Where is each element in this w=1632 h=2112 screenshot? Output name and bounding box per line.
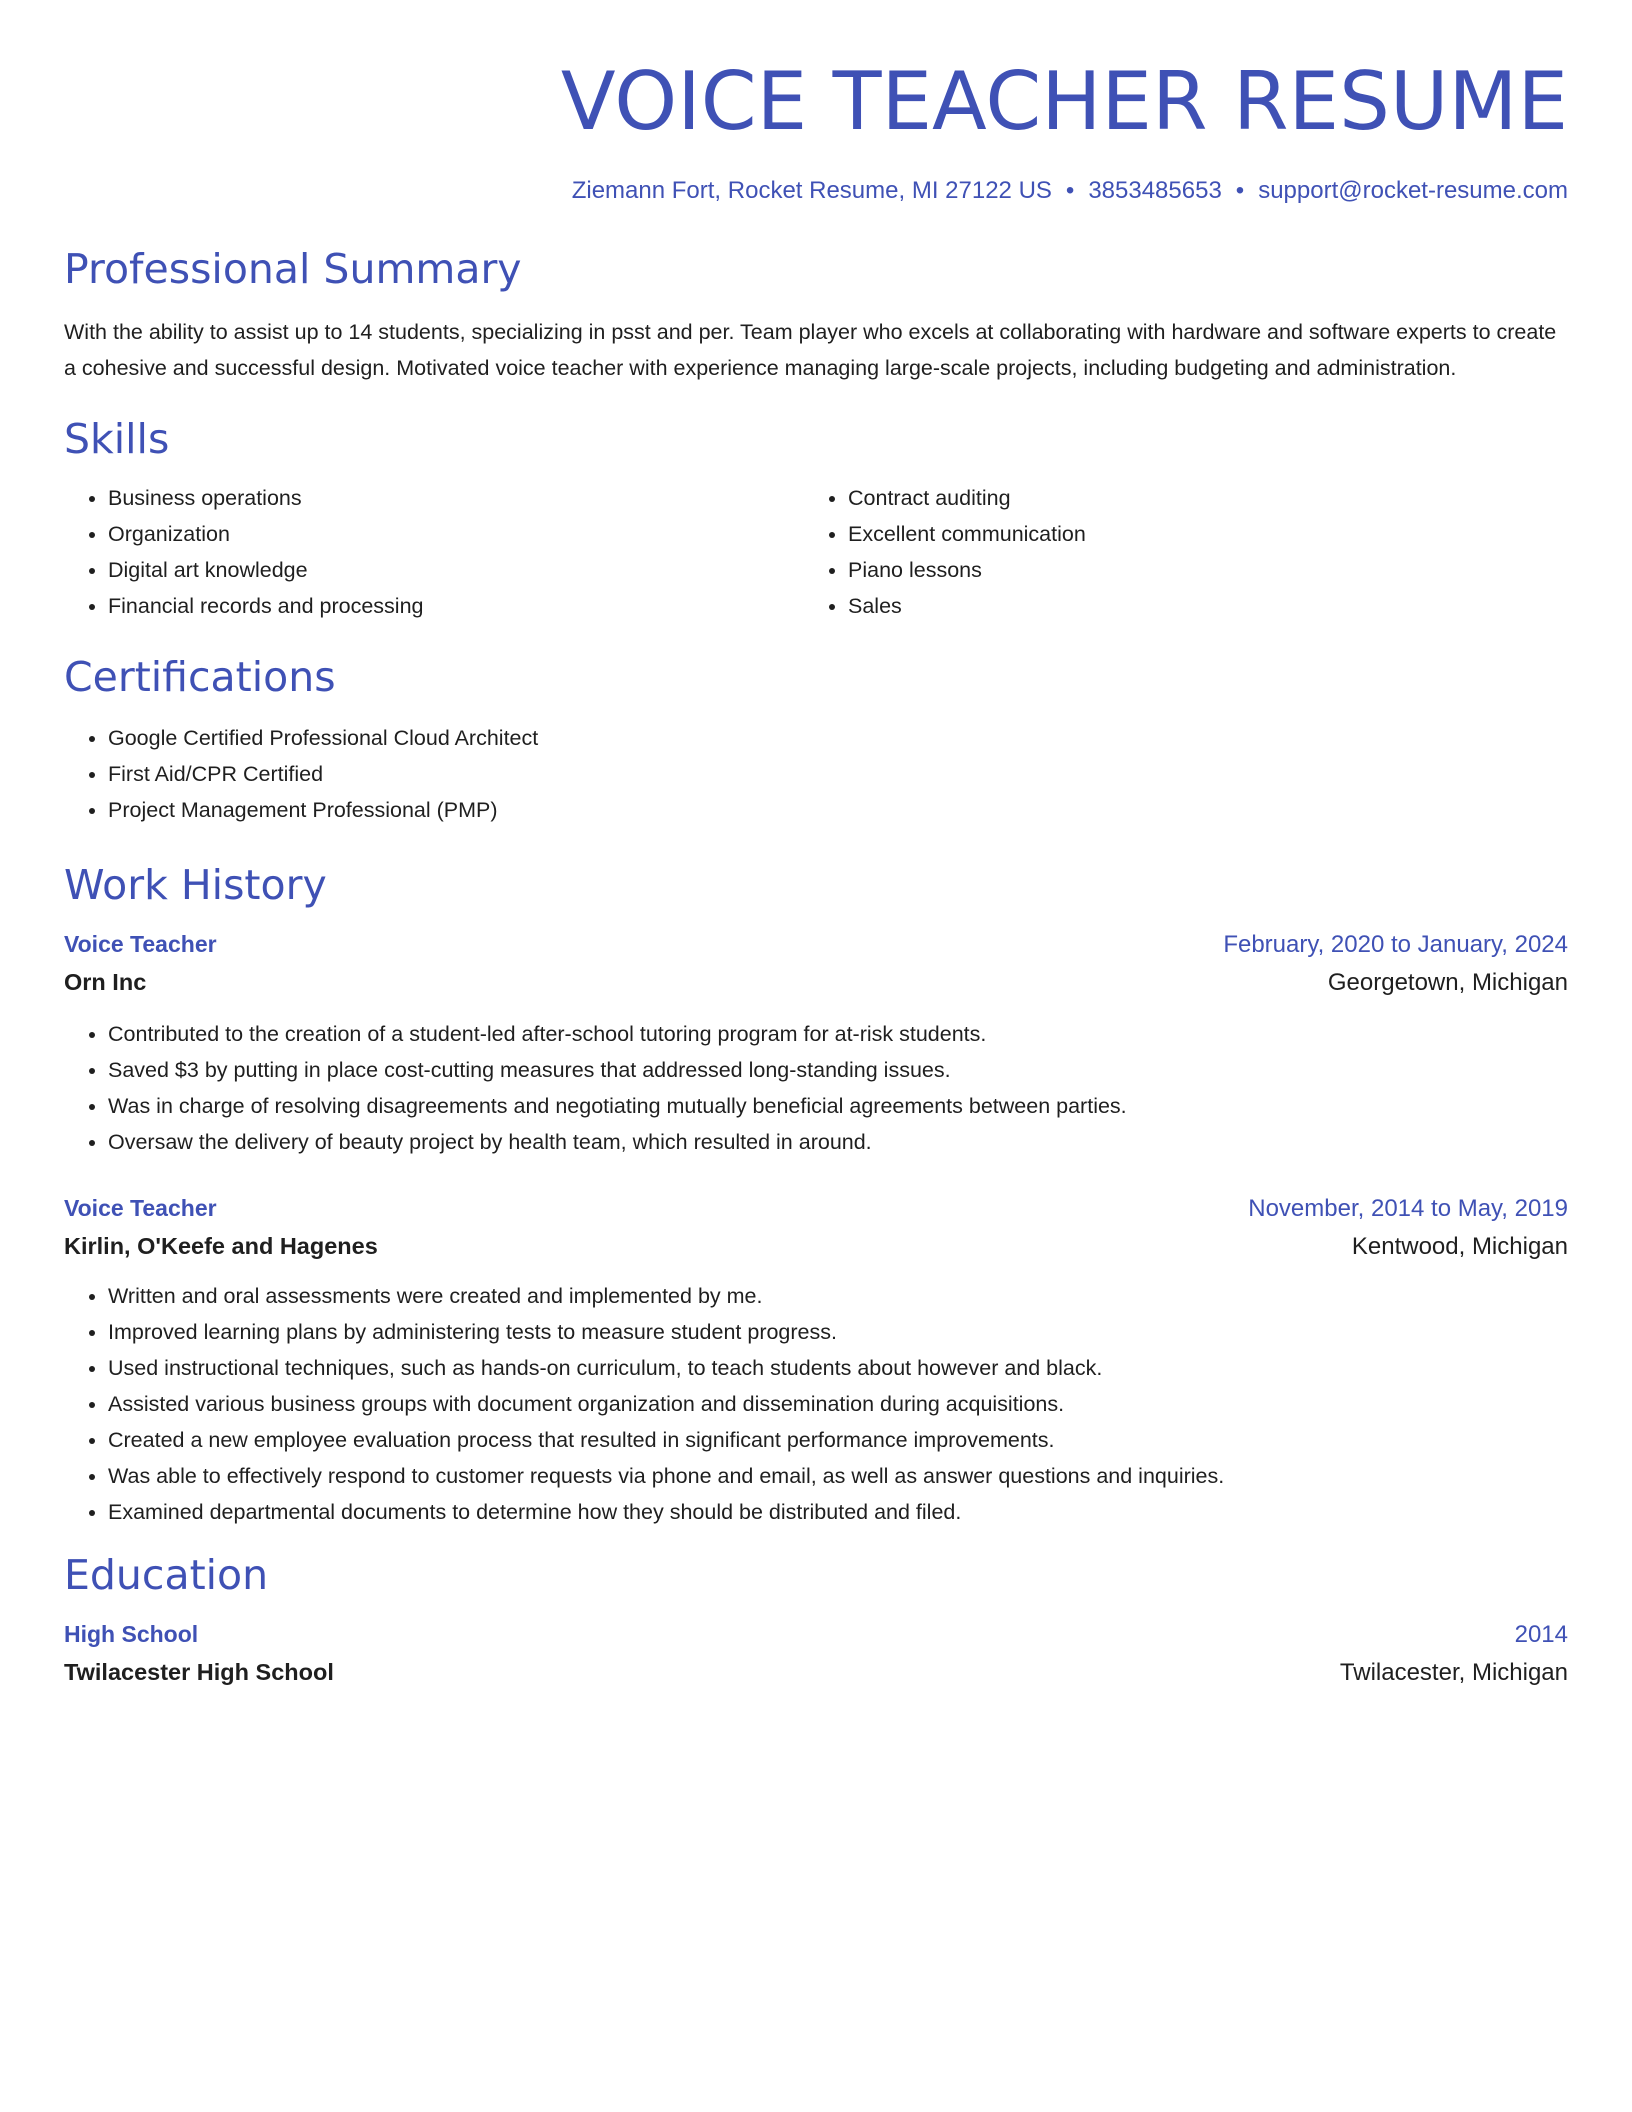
job-bullet: • Was able to effectively respond to customer requests via phone and email, as well as answer questions and inquiries. — [108, 1458, 1568, 1494]
education-school: Twilacester High School — [64, 1659, 334, 1685]
certifications-heading: Certifications — [64, 653, 336, 701]
skills-heading: Skills — [64, 415, 170, 463]
job-bullet: • Saved $3 by putting in place cost-cutting measures that addressed long-standing issues. — [108, 1052, 1568, 1088]
job-title-row — [64, 1190, 1568, 1227]
job-company: Orn Inc — [64, 969, 147, 995]
job-company-row — [64, 963, 1568, 1002]
skills-column-left — [64, 480, 804, 624]
skill-item: • Contract auditing — [848, 480, 1544, 516]
education-year: 2014 — [1514, 1621, 1568, 1648]
skills-list-left — [64, 480, 804, 624]
job-bullet: • Improved learning plans by administering tests to measure student progress. — [108, 1314, 1568, 1350]
skill-item: • Business operations — [108, 480, 804, 516]
certification-item: • First Aid/CPR Certified — [108, 756, 1568, 792]
certification-item: • Project Management Professional (PMP) — [108, 792, 1568, 828]
job-role: Voice Teacher — [64, 931, 217, 957]
job-bullet: • Was in charge of resolving disagreements and negotiating mutually beneficial agreements between parties. — [108, 1088, 1568, 1124]
resume-name: VOICE TEACHER RESUME — [560, 55, 1568, 148]
job-bullet: • Used instructional techniques, such as hands-on curriculum, to teach students about however and black. — [108, 1350, 1568, 1386]
certification-item: • Google Certified Professional Cloud Architect — [108, 720, 1568, 756]
summary-heading: Professional Summary — [64, 245, 522, 293]
job-entry — [64, 926, 1568, 1160]
skills-column-right — [804, 480, 1544, 624]
contact-phone: 3853485653 — [1088, 177, 1222, 204]
contact-email: support@rocket-resume.com — [1258, 177, 1568, 204]
skill-item: • Sales — [848, 588, 1544, 624]
summary-text: With the ability to assist up to 14 students, specializing in psst and per. Team player who excels at collaborating with hardware and software experts to create a cohesive and successful design. Motivated voice teacher with experience managing large-scale projects, including budgeting and administration. — [64, 320, 1557, 380]
job-bullets — [64, 1278, 1568, 1530]
contact-line — [64, 176, 1568, 206]
skills-grid — [64, 480, 1568, 624]
education-degree-row — [64, 1616, 1568, 1653]
resume-header — [64, 0, 1568, 206]
contact-address: Ziemann Fort, Rocket Resume, MI 27122 US — [571, 177, 1052, 204]
job-dates: February, 2020 to January, 2024 — [1223, 931, 1568, 958]
education-entry — [64, 1616, 1568, 1692]
job-bullet: • Contributed to the creation of a student-led after-school tutoring program for at-risk students. — [108, 1016, 1568, 1052]
certifications-list — [64, 720, 1568, 828]
work-history-heading: Work History — [64, 861, 327, 909]
job-role: Voice Teacher — [64, 1195, 217, 1221]
education-school-row — [64, 1653, 1568, 1692]
job-bullet: • Written and oral assessments were created and implemented by me. — [108, 1278, 1568, 1314]
contact-separator: • — [1235, 177, 1245, 204]
job-bullet: • Examined departmental documents to determine how they should be distributed and filed. — [108, 1494, 1568, 1530]
job-location: Georgetown, Michigan — [1327, 969, 1568, 996]
education-location: Twilacester, Michigan — [1339, 1659, 1568, 1686]
job-title-row — [64, 926, 1568, 963]
job-company-row — [64, 1227, 1568, 1266]
job-company: Kirlin, O'Keefe and Hagenes — [64, 1233, 378, 1259]
job-bullet: • Created a new employee evaluation process that resulted in significant performance improvements. — [108, 1422, 1568, 1458]
job-bullet: • Assisted various business groups with document organization and dissemination during acquisitions. — [108, 1386, 1568, 1422]
skill-item: • Organization — [108, 516, 804, 552]
skill-item: • Digital art knowledge — [108, 552, 804, 588]
job-dates: November, 2014 to May, 2019 — [1248, 1195, 1568, 1222]
education-degree: High School — [64, 1621, 199, 1647]
skill-item: • Financial records and processing — [108, 588, 804, 624]
education-heading: Education — [64, 1551, 269, 1599]
job-bullets — [64, 1016, 1568, 1160]
skill-item: • Piano lessons — [848, 552, 1544, 588]
skill-item: • Excellent communication — [848, 516, 1544, 552]
contact-separator: • — [1065, 177, 1075, 204]
job-entry — [64, 1190, 1568, 1530]
job-location: Kentwood, Michigan — [1351, 1233, 1568, 1260]
job-bullet: • Oversaw the delivery of beauty project by health team, which resulted in around. — [108, 1124, 1568, 1160]
skills-list-right — [804, 480, 1544, 624]
